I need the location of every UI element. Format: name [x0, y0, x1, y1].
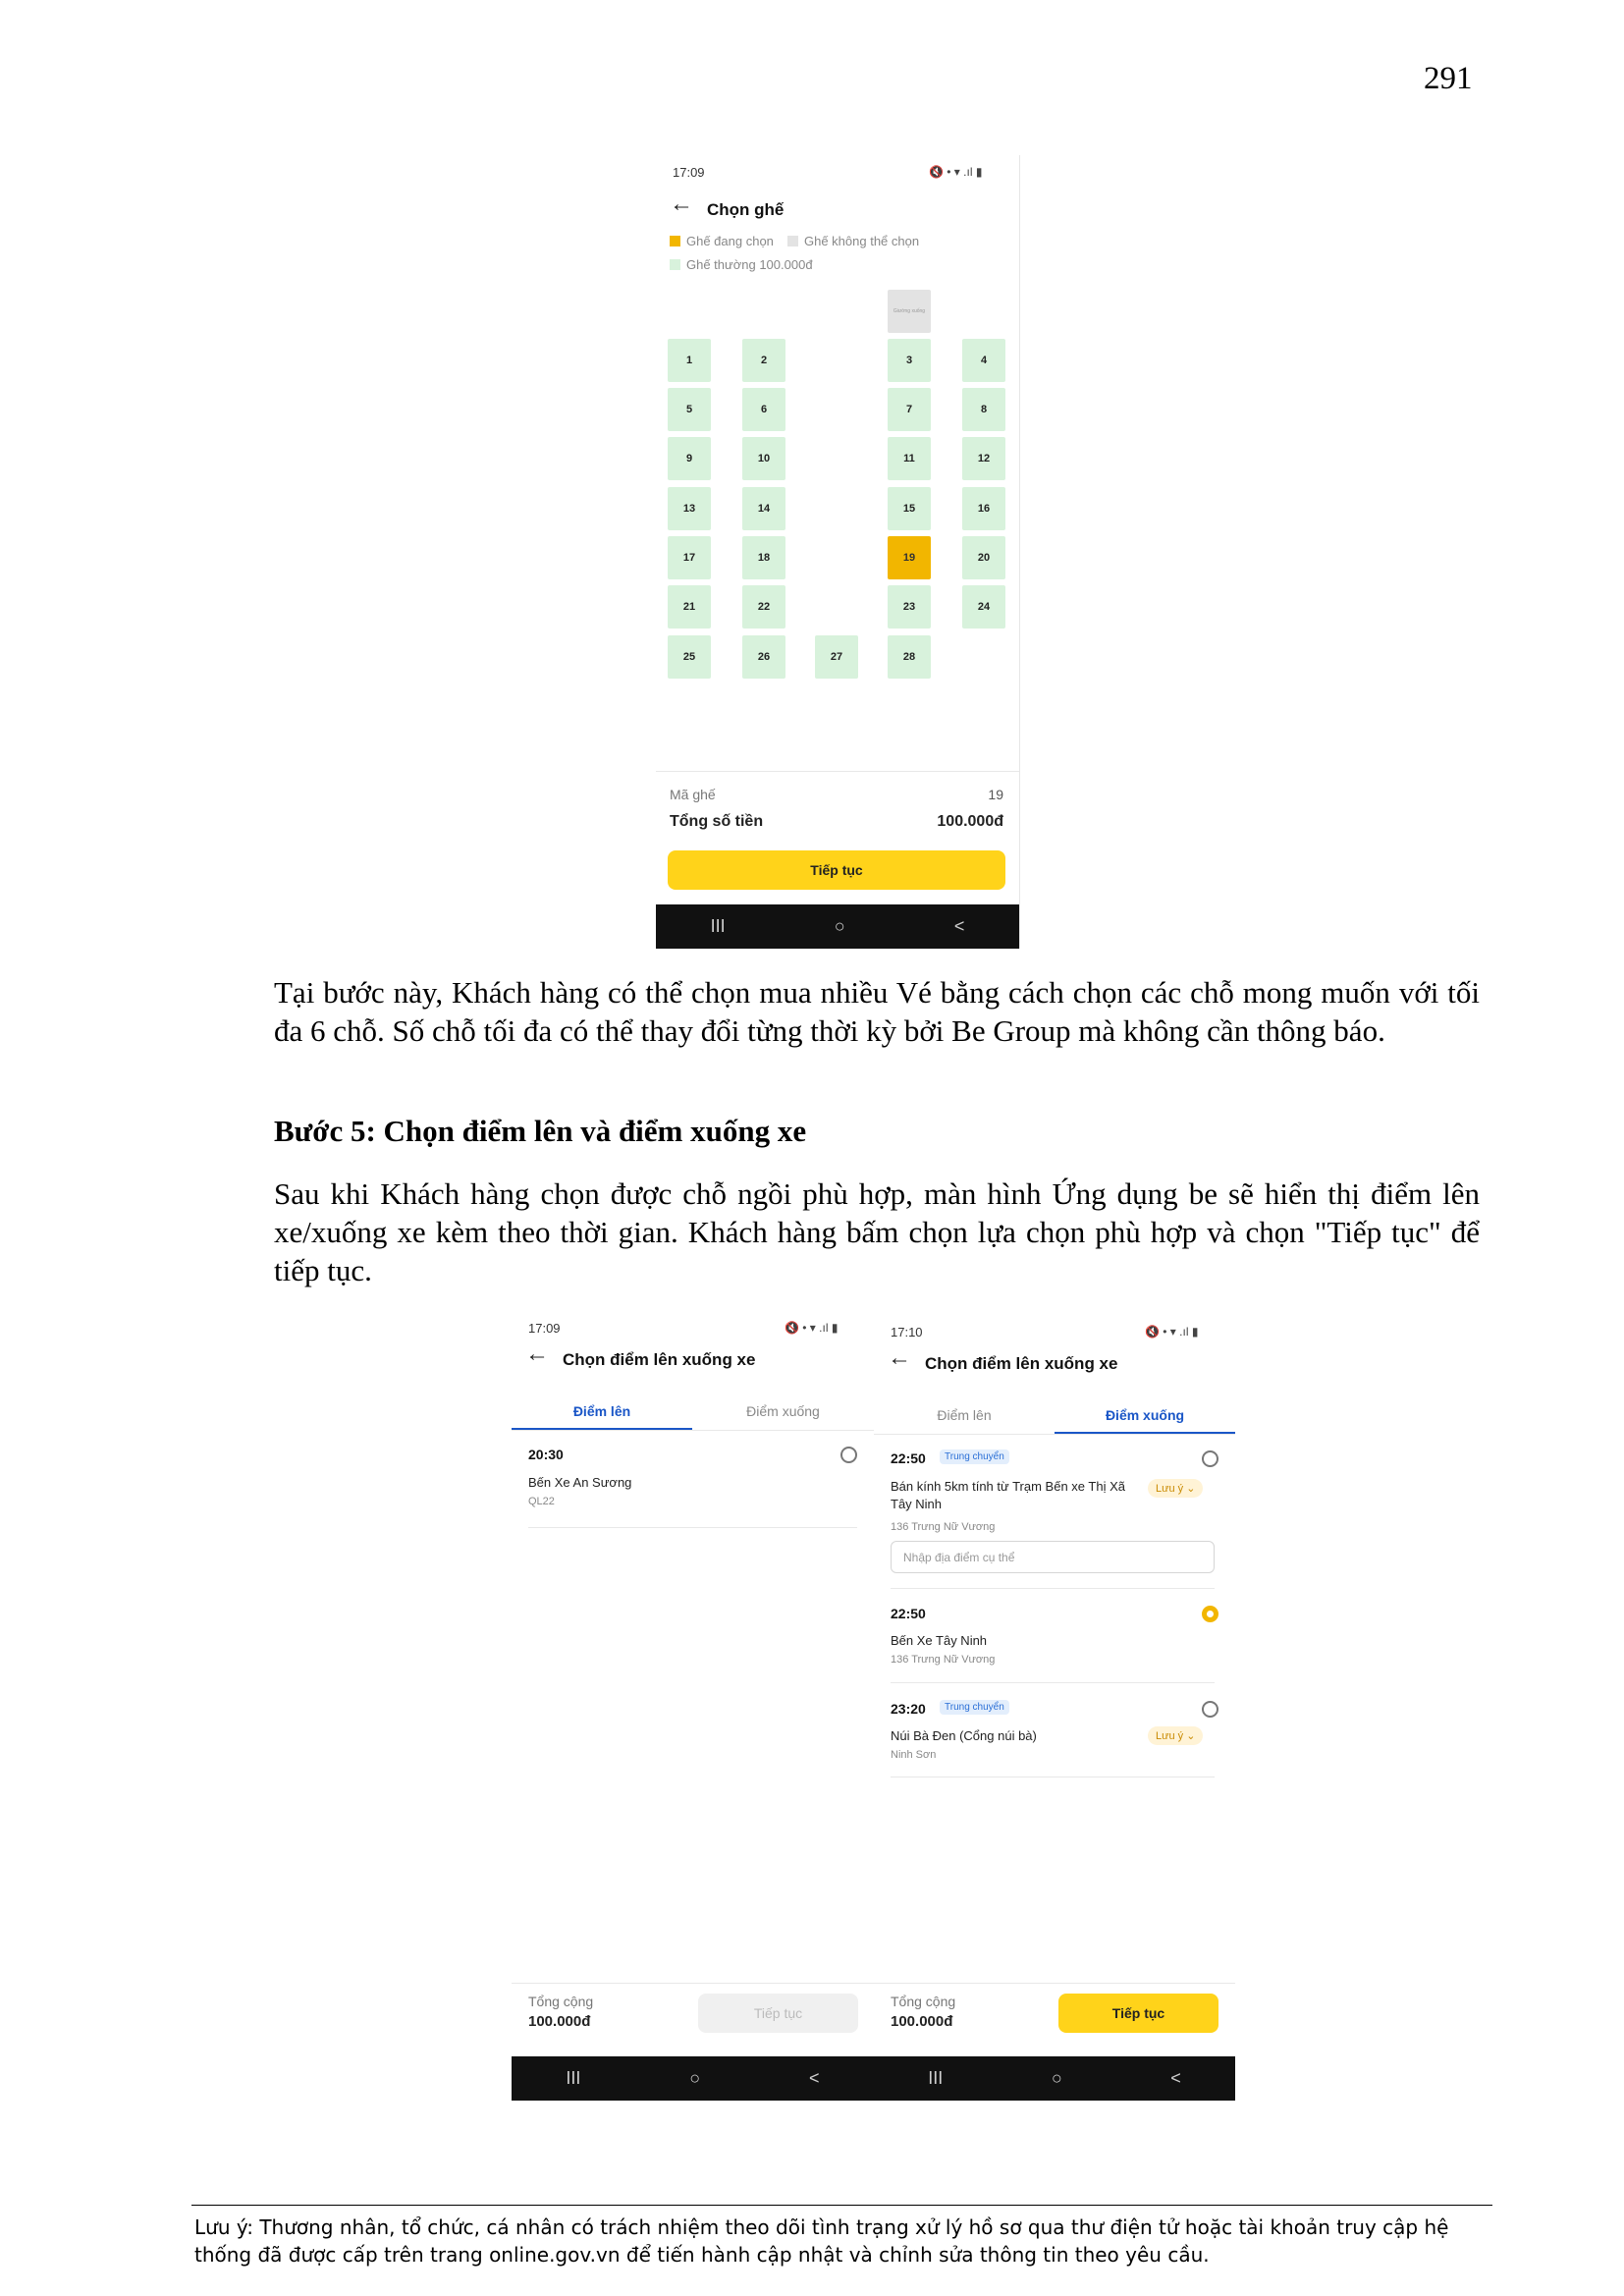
- dropoff-time-3: 23:20: [891, 1701, 926, 1717]
- back-arrow-icon[interactable]: ←: [670, 191, 693, 217]
- seat-20[interactable]: 20: [962, 536, 1005, 579]
- tab-dropoff[interactable]: Điểm xuống: [746, 1403, 820, 1419]
- pickup-stop-name: Bến Xe An Sương: [528, 1475, 632, 1490]
- seat-7[interactable]: 7: [888, 388, 931, 431]
- summary-divider: [656, 771, 1019, 772]
- continue-button-disabled[interactable]: Tiếp tục: [698, 1994, 858, 2033]
- seat-9[interactable]: 9: [668, 437, 711, 480]
- unavailable-swatch: [787, 236, 798, 246]
- status-time: 17:10: [891, 1325, 923, 1339]
- total-label: Tổng cộng: [891, 1994, 956, 2009]
- pickup-time: 20:30: [528, 1447, 564, 1462]
- tab-divider: [512, 1430, 874, 1431]
- back-icon[interactable]: <: [953, 916, 965, 936]
- recents-icon[interactable]: III: [928, 2068, 944, 2088]
- dropoff-time-2: 22:50: [891, 1606, 926, 1621]
- recents-icon[interactable]: III: [710, 916, 726, 936]
- note-label-3: Lưu ý: [1156, 1730, 1184, 1742]
- seat-17[interactable]: 17: [668, 536, 711, 579]
- dropoff-stop-name-3: Núi Bà Đen (Cổng núi bà): [891, 1728, 1037, 1743]
- footer-rule: [191, 2205, 1492, 2206]
- summary-divider: [512, 1983, 874, 1984]
- seat-21[interactable]: 21: [668, 585, 711, 629]
- chevron-down-icon: ⌄: [1186, 1483, 1196, 1495]
- tab-pickup[interactable]: Điểm lên: [937, 1407, 992, 1423]
- continue-button[interactable]: Tiếp tục: [668, 850, 1005, 890]
- seat-26[interactable]: 26: [742, 635, 785, 679]
- seat-16[interactable]: 16: [962, 487, 1005, 530]
- seat-code-label: Mã ghế: [670, 787, 716, 802]
- note-button-3[interactable]: [1148, 1726, 1203, 1745]
- tab-pickup[interactable]: Điểm lên: [572, 1403, 631, 1419]
- legend-unavailable-label: Ghế không thể chọn: [804, 234, 920, 248]
- item-divider-2: [891, 1682, 1215, 1683]
- legend-selected: [670, 234, 774, 248]
- item-divider: [528, 1527, 857, 1528]
- recents-icon[interactable]: III: [566, 2068, 581, 2088]
- total-value: 100.000đ: [528, 2013, 591, 2030]
- seat-15[interactable]: 15: [888, 487, 931, 530]
- seat-4[interactable]: 4: [962, 339, 1005, 382]
- dropoff-stop-name-1: Bán kính 5km tính từ Trạm Bến xe Thị Xã Tây Ninh: [891, 1479, 1125, 1511]
- note-label-1: Lưu ý: [1156, 1483, 1184, 1495]
- seat-selection-screenshot: [656, 155, 1020, 949]
- seat-25[interactable]: 25: [668, 635, 711, 679]
- back-arrow-icon[interactable]: ←: [525, 1340, 549, 1367]
- dropoff-stop-addr-1: 136 Trưng Nữ Vương: [891, 1521, 996, 1533]
- pickup-radio[interactable]: [840, 1447, 857, 1463]
- seat-2[interactable]: 2: [742, 339, 785, 382]
- screen-title: Chọn ghế: [707, 200, 785, 219]
- seat-23[interactable]: 23: [888, 585, 931, 629]
- seat-22[interactable]: 22: [742, 585, 785, 629]
- back-icon[interactable]: <: [1170, 2068, 1181, 2088]
- total-value: 100.000đ: [937, 813, 1003, 830]
- tab-dropoff[interactable]: Điểm xuống: [1105, 1407, 1185, 1423]
- legend-regular-label: Ghế thường 100.000đ: [686, 257, 813, 272]
- back-icon[interactable]: <: [809, 2068, 820, 2088]
- legend-selected-label: Ghế đang chọn: [686, 234, 774, 248]
- seat-13[interactable]: 13: [668, 487, 711, 530]
- footer-note: Lưu ý: Thương nhân, tổ chức, cá nhân có trách nhiệm theo dõi tình trạng xử lý hồ sơ qua thư điện tử hoặc tài khoản truy cập hệ thống đã được cấp trên trang online.gov.vn để tiến hành cập nhật và chỉnh sửa thông tin theo yêu cầu.: [194, 2215, 1449, 2267]
- page-number: 291: [1424, 61, 1473, 96]
- status-time: 17:09: [528, 1321, 561, 1336]
- status-time: 17:09: [673, 165, 705, 180]
- regular-swatch: [670, 259, 680, 270]
- screen-title: Chọn điểm lên xuống xe: [563, 1350, 756, 1369]
- seat-28[interactable]: 28: [888, 635, 931, 679]
- status-icons: 🔇 • ▾ .ıl ▮: [1145, 1325, 1199, 1339]
- total-value: 100.000đ: [891, 2013, 953, 2030]
- seat-6[interactable]: 6: [742, 388, 785, 431]
- dropoff-radio-3[interactable]: [1202, 1701, 1218, 1718]
- driver-seat: Giường xuống: [888, 290, 931, 333]
- seat-24[interactable]: 24: [962, 585, 1005, 629]
- item-divider-1: [891, 1588, 1215, 1589]
- note-button-1[interactable]: [1148, 1479, 1203, 1498]
- summary-divider: [874, 1983, 1235, 1984]
- seat-14[interactable]: 14: [742, 487, 785, 530]
- legend-unavailable: [787, 234, 919, 248]
- home-icon[interactable]: ○: [689, 2068, 701, 2088]
- dropoff-stop-addr-3: Ninh Sơn: [891, 1749, 937, 1761]
- paragraph-2: Sau khi Khách hàng chọn được chỗ ngồi phù hợp, màn hình Ứng dụng be sẽ hiển thị điểm lên xe/xuống xe kèm theo thời gian. Khách hàng bấm chọn lựa chọn phù hợp và chọn "Tiếp tục" để tiếp tục.: [274, 1176, 1480, 1287]
- back-arrow-icon[interactable]: ←: [888, 1344, 911, 1371]
- android-nav-bar: [874, 2056, 1235, 2101]
- dropoff-screenshot: [874, 1313, 1235, 2101]
- seat-5[interactable]: 5: [668, 388, 711, 431]
- seat-8[interactable]: 8: [962, 388, 1005, 431]
- android-nav-bar: [512, 2056, 874, 2101]
- tab-divider: [874, 1434, 1235, 1435]
- pickup-stop-addr: QL22: [528, 1496, 555, 1507]
- seat-1[interactable]: 1: [668, 339, 711, 382]
- dropoff-radio-2-selected[interactable]: [1202, 1606, 1218, 1622]
- screen-title: Chọn điểm lên xuống xe: [925, 1354, 1118, 1373]
- total-label: Tổng cộng: [528, 1994, 594, 2009]
- selected-swatch: [670, 236, 680, 246]
- total-label: Tổng số tiền: [670, 813, 764, 830]
- pickup-screenshot: [512, 1313, 875, 2101]
- status-icons: 🔇 • ▾ .ıl ▮: [929, 165, 983, 179]
- seat-27[interactable]: 27: [815, 635, 858, 679]
- dropoff-stop-name-2: Bến Xe Tây Ninh: [891, 1633, 988, 1648]
- chevron-down-icon: ⌄: [1186, 1730, 1196, 1742]
- home-icon[interactable]: ○: [1051, 2068, 1062, 2088]
- transfer-badge-3: Trung chuyển: [940, 1700, 1009, 1715]
- legend-regular: [670, 257, 813, 272]
- specific-location-input[interactable]: Nhập địa điểm cụ thể: [891, 1541, 1215, 1573]
- seat-18[interactable]: 18: [742, 536, 785, 579]
- home-icon[interactable]: ○: [834, 916, 845, 936]
- continue-button[interactable]: Tiếp tục: [1058, 1994, 1218, 2033]
- status-icons: 🔇 • ▾ .ıl ▮: [785, 1321, 839, 1335]
- dropoff-stop-addr-2: 136 Trưng Nữ Vương: [891, 1654, 996, 1666]
- android-nav-bar: [656, 904, 1019, 949]
- seat-11[interactable]: 11: [888, 437, 931, 480]
- dropoff-radio-1[interactable]: [1202, 1450, 1218, 1467]
- step-5-heading: Bước 5: Chọn điểm lên và điểm xuống xe: [274, 1114, 807, 1148]
- seat-code-value: 19: [988, 787, 1003, 802]
- seat-12[interactable]: 12: [962, 437, 1005, 480]
- dropoff-time-1: 22:50: [891, 1450, 926, 1466]
- seat-10[interactable]: 10: [742, 437, 785, 480]
- seat-19-selected[interactable]: 19: [888, 536, 931, 579]
- paragraph-1: Tại bước này, Khách hàng có thể chọn mua nhiều Vé bằng cách chọn các chỗ mong muốn với tối đa 6 chỗ. Số chỗ tối đa có thể thay đổi từng thời kỳ bởi Be Group mà không cần thông báo.: [274, 975, 1480, 1048]
- transfer-badge-1: Trung chuyển: [940, 1449, 1009, 1464]
- seat-3[interactable]: 3: [888, 339, 931, 382]
